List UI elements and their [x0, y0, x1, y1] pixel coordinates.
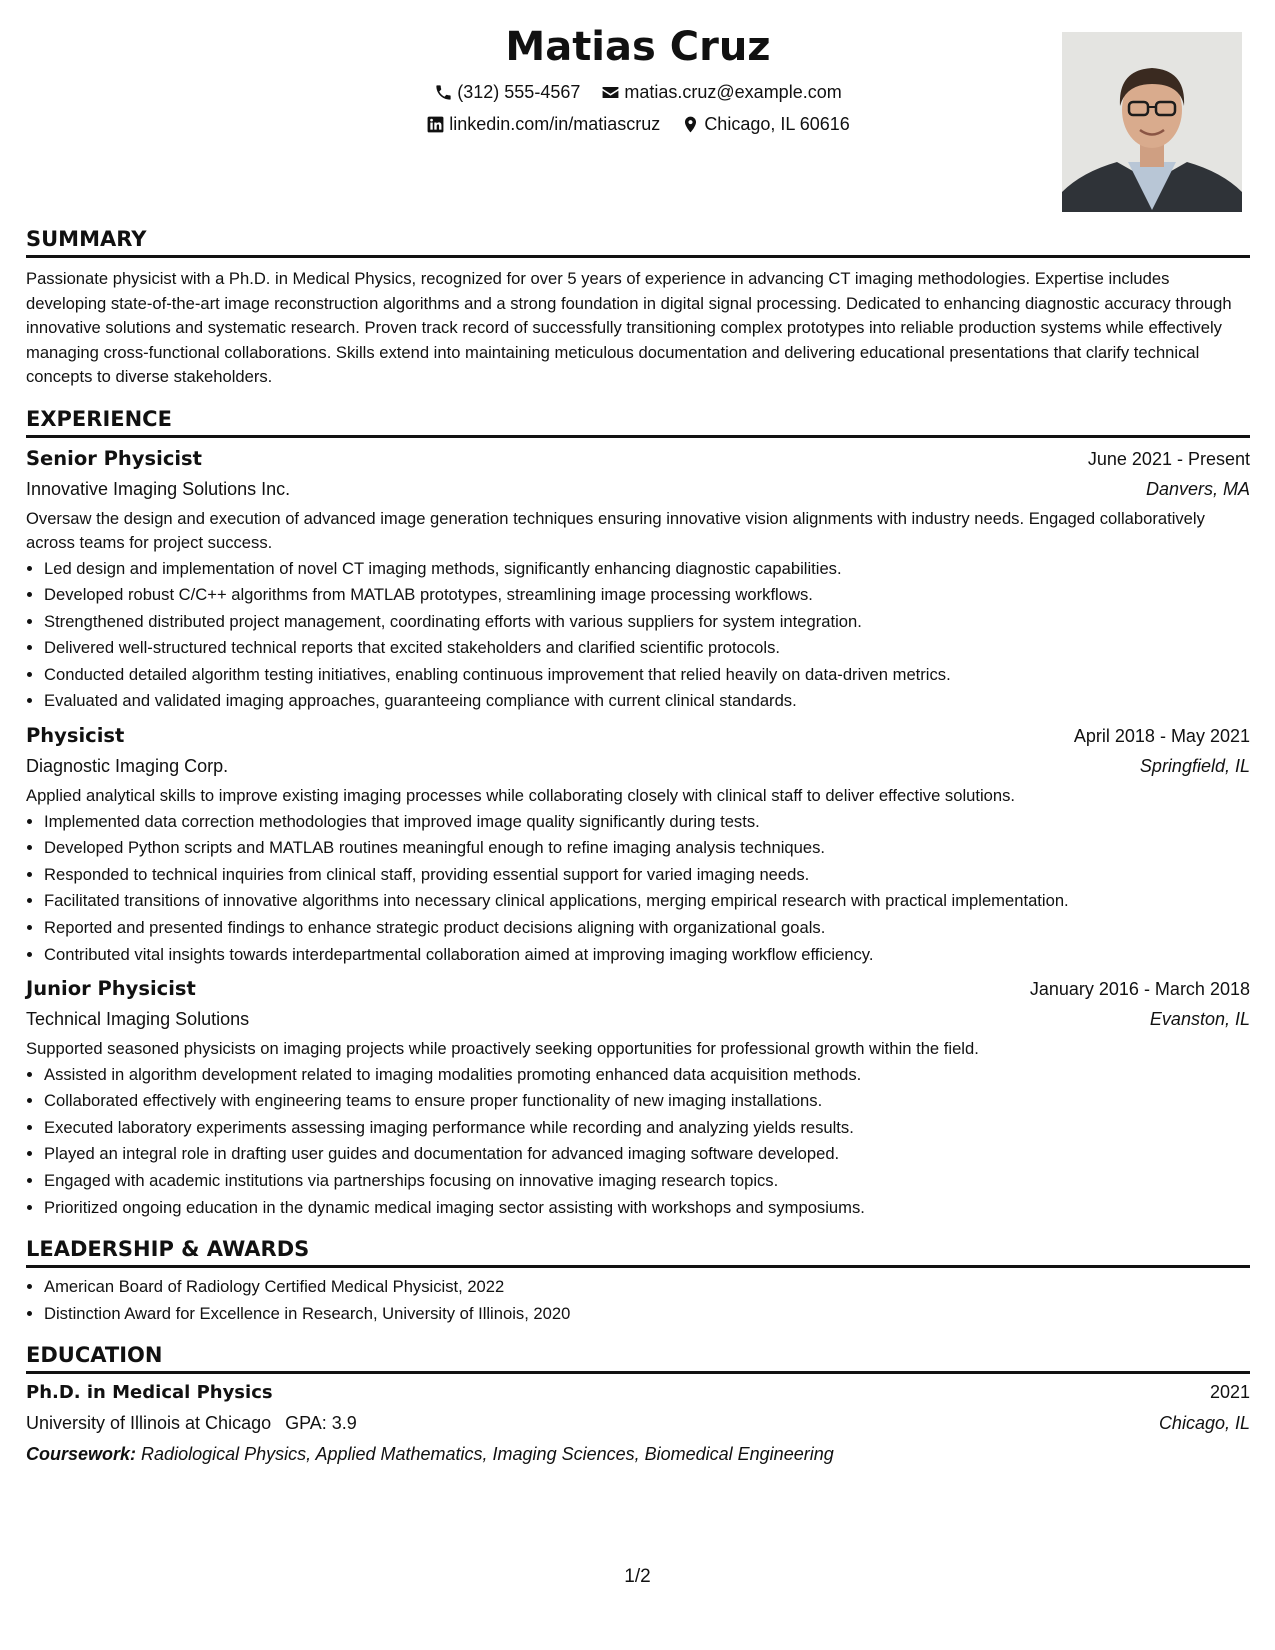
- education-header: [26, 1377, 1250, 1408]
- job-bullet: • Facilitated transitions of innovative algorithms into necessary clinical applications, merging empirical research with practical implementation.: [44, 888, 1250, 915]
- job-header: [26, 721, 1250, 751]
- job-bullet: • Developed Python scripts and MATLAB routines meaningful enough to refine imaging analysis techniques.: [44, 835, 1250, 862]
- profile-photo: [1062, 32, 1242, 212]
- job-location: Evanston, IL: [1149, 1009, 1250, 1030]
- job-subheader: [26, 751, 1250, 782]
- education-school: University of Illinois at Chicago: [26, 1413, 272, 1434]
- job-bullet: • Evaluated and validated imaging approaches, guaranteeing compliance with current clinical standards.: [44, 688, 1250, 715]
- contact-email[interactable]: [601, 79, 841, 105]
- job-subheader: [26, 1004, 1250, 1035]
- job-entry: [26, 974, 1250, 1221]
- resume-header: [26, 0, 1250, 225]
- education-year: 2021: [1209, 1382, 1250, 1403]
- job-bullet: • Developed robust C/C++ algorithms from MATLAB prototypes, streamlining image processing workflows.: [44, 582, 1250, 609]
- job-dates: June 2021 - Present: [1087, 448, 1250, 469]
- experience-section: [26, 405, 1250, 1222]
- awards-list: [26, 1274, 1250, 1327]
- job-bullet: • Executed laboratory experiments assessing imaging performance while recording and analyzing yields results.: [44, 1115, 1250, 1142]
- job-bullet: • Strengthened distributed project management, coordinating efforts with various suppliers for system integration.: [44, 609, 1250, 636]
- location-text: Chicago, IL 60616: [704, 114, 850, 134]
- education-title: EDUCATION: [26, 1341, 1250, 1374]
- job-company: Innovative Imaging Solutions Inc.: [26, 478, 291, 499]
- coursework-list: Radiological Physics, Applied Mathematics, Imaging Sciences, Biomedical Engineering: [141, 1444, 834, 1465]
- job-location: Springfield, IL: [1139, 756, 1250, 777]
- education-section: [26, 1341, 1250, 1469]
- job-description: Applied analytical skills to improve existing imaging processes while collaborating closely with clinical staff to deliver effective solutions.: [26, 786, 1016, 806]
- contact-location: [681, 111, 849, 137]
- contact-linkedin[interactable]: [426, 111, 660, 137]
- phone-icon: [434, 83, 453, 102]
- education-degree: Ph.D. in Medical Physics: [26, 1382, 273, 1404]
- job-entry: [26, 721, 1250, 968]
- job-bullet: • Assisted in algorithm development related to imaging modalities promoting enhanced data acquisition methods.: [44, 1062, 1250, 1089]
- job-bullet: • Collaborated effectively with engineering teams to ensure proper functionality of new imaging installations.: [44, 1088, 1250, 1115]
- email-text: matias.cruz@example.com: [624, 82, 842, 102]
- job-bullet: • Led design and implementation of novel CT imaging methods, significantly enhancing diagnostic capabilities.: [44, 556, 1250, 583]
- job-bullet: • Prioritized ongoing education in the dynamic medical imaging sector assisting with workshops and symposiums.: [44, 1195, 1250, 1222]
- job-bullet: • Implemented data correction methodologies that improved image quality significantly during tests.: [44, 809, 1250, 836]
- job-bullet: • Responded to technical inquiries from clinical staff, providing essential support for varied imaging needs.: [44, 862, 1250, 889]
- job-bullets: [26, 1062, 1250, 1222]
- job-bullet: • Conducted detailed algorithm testing initiatives, enabling continuous improvement that relied heavily on data-driven metrics.: [44, 662, 1250, 689]
- job-dates: April 2018 - May 2021: [1073, 726, 1250, 747]
- page-number: 1/2: [624, 1566, 651, 1587]
- education-subheader: [26, 1408, 1250, 1439]
- education-gpa: GPA: 3.9: [285, 1413, 357, 1434]
- phone-text: (312) 555-4567: [457, 82, 581, 102]
- job-bullet: • Played an integral role in drafting user guides and documentation for advanced imaging software developed.: [44, 1141, 1250, 1168]
- job-title: Physicist: [26, 724, 125, 748]
- job-description: Oversaw the design and execution of advanced image generation techniques ensuring innovative vision alignments with industry needs. Engaged collaboratively across teams for project success.: [26, 508, 1205, 552]
- job-bullet: • Reported and presented findings to enhance strategic product decisions aligning with organizational goals.: [44, 915, 1250, 942]
- award-item: • Distinction Award for Excellence in Research, University of Illinois, 2020: [44, 1301, 1250, 1328]
- job-header: [26, 974, 1250, 1004]
- education-location: Chicago, IL: [1158, 1413, 1250, 1434]
- contact-phone: [434, 79, 580, 105]
- job-bullet: • Engaged with academic institutions via partnerships focusing on innovative imaging research topics.: [44, 1168, 1250, 1195]
- job-subheader: [26, 474, 1250, 505]
- linkedin-icon: [426, 115, 445, 134]
- linkedin-text: linkedin.com/in/matiascruz: [449, 114, 661, 134]
- envelope-icon: [601, 83, 620, 102]
- resume-page: [26, 0, 1250, 1469]
- awards-section: [26, 1235, 1250, 1327]
- job-bullet: • Delivered well-structured technical reports that excited stakeholders and clarified scientific protocols.: [44, 635, 1250, 662]
- job-company: Technical Imaging Solutions: [26, 1009, 250, 1030]
- job-location: Danvers, MA: [1145, 478, 1250, 499]
- summary-text: Passionate physicist with a Ph.D. in Medical Physics, recognized for over 5 years of experience in advancing CT imaging methodologies. Expertise includes developing state-of-the-art image reconstruction algorithms and a strong foundation in digital signal processing. Dedicated to enhancing diagnostic accuracy through innovative solutions and systematic research. Proven track record of successfully transitioning complex prototypes into reliable production systems while effectively managing cross-functional collaborations. Skills extend into maintaining meticulous documentation and delivering educational presentations that clarify technical concepts to diverse stakeholders.: [26, 269, 1232, 386]
- summary-title: SUMMARY: [26, 225, 1250, 258]
- job-bullet: • Contributed vital insights towards interdepartmental collaboration aimed at improving imaging workflow efficiency.: [44, 942, 1250, 969]
- award-item: • American Board of Radiology Certified Medical Physicist, 2022: [44, 1274, 1250, 1301]
- job-bullets: [26, 809, 1250, 969]
- job-entry: [26, 444, 1250, 716]
- awards-title: LEADERSHIP & AWARDS: [26, 1235, 1250, 1268]
- job-bullets: [26, 556, 1250, 716]
- coursework-label: Coursework:: [26, 1444, 137, 1465]
- map-pin-icon: [681, 115, 700, 134]
- summary-section: [26, 225, 1250, 390]
- job-dates: January 2016 - March 2018: [1029, 979, 1250, 1000]
- experience-title: EXPERIENCE: [26, 405, 1250, 438]
- education-school-line: [26, 1408, 357, 1439]
- job-title: Senior Physicist: [26, 446, 202, 470]
- education-coursework: [26, 1439, 1250, 1469]
- job-company: Diagnostic Imaging Corp.: [26, 756, 229, 777]
- candidate-name: Matias Cruz: [505, 24, 771, 70]
- job-description: Supported seasoned physicists on imaging projects while proactively seeking opportunities for professional growth within the field.: [26, 1039, 979, 1059]
- job-title: Junior Physicist: [26, 977, 196, 1001]
- job-header: [26, 444, 1250, 474]
